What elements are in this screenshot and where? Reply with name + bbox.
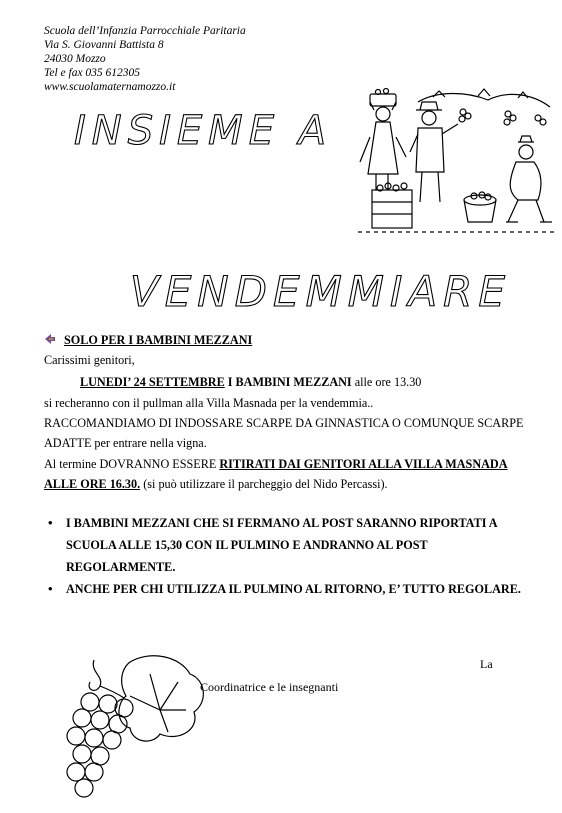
date-group: I BAMBINI MEZZANI bbox=[224, 375, 352, 389]
pickup-line-2 bbox=[44, 474, 388, 495]
arrow-icon bbox=[44, 331, 56, 352]
shoes-line-2: ADATTE per entrare nella vigna. bbox=[44, 436, 207, 450]
bullet-item-1: • I BAMBINI MEZZANI CHE SI FERMANO AL POST SARANNO RIPORTATI A SCUOLA ALLE 15,30 CON IL PULMINO E ANDRANNO AL POST REGOLARMENTE. bbox=[44, 512, 524, 578]
signature-text: Coordinatrice e le insegnanti bbox=[200, 680, 339, 694]
harvest-illustration bbox=[358, 82, 554, 240]
pickup-intro: Al termine DOVRANNO ESSERE bbox=[44, 457, 220, 471]
school-website: www.scuolamaternamozzo.it bbox=[44, 81, 176, 93]
date-time: alle ore 13.30 bbox=[351, 375, 422, 389]
school-name: Scuola dell’Infanzia Parrocchiale Paritaria bbox=[44, 25, 246, 37]
pickup-parking: (si può utilizzare il parcheggio del Nido Percassi). bbox=[140, 477, 388, 491]
notice-heading: SOLO PER I BAMBINI MEZZANI bbox=[64, 333, 253, 347]
grapes-illustration bbox=[60, 650, 210, 808]
title-line-2: VENDEMMIARE bbox=[130, 267, 511, 316]
bullet-item-2: • ANCHE PER CHI UTILIZZA IL PULMINO AL RITORNO, E’ TUTTO REGOLARE. bbox=[44, 578, 524, 600]
greeting: Carissimi genitori, bbox=[44, 353, 135, 367]
title-line-1: INSIEME A bbox=[74, 108, 333, 154]
bullet-list bbox=[44, 512, 524, 600]
school-header bbox=[44, 24, 246, 94]
date-label: LUNEDI’ 24 SETTEMBRE bbox=[80, 375, 225, 389]
signature-la: La bbox=[480, 657, 493, 671]
school-city: 24030 Mozzo bbox=[44, 53, 106, 65]
school-phone: Tel e fax 035 612305 bbox=[44, 67, 141, 79]
date-line bbox=[80, 372, 421, 393]
notice-heading-row bbox=[44, 330, 252, 352]
pickup-line-1 bbox=[44, 454, 508, 475]
pullman-line: si recheranno con il pullman alla Villa Masnada per la vendemmia.. bbox=[44, 396, 374, 410]
pickup-time: ALLE ORE 16.30. bbox=[44, 477, 141, 491]
pickup-emphasis: RITIRATI DAI GENITORI ALLA VILLA MASNADA bbox=[219, 457, 508, 471]
shoes-line-1: RACCOMANDIAMO DI INDOSSARE SCARPE DA GINNASTICA O COMUNQUE SCARPE bbox=[44, 416, 524, 430]
school-address: Via S. Giovanni Battista 8 bbox=[44, 39, 164, 51]
